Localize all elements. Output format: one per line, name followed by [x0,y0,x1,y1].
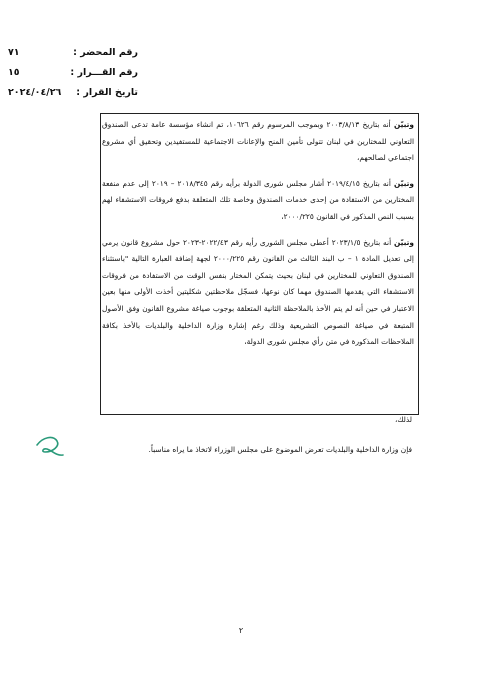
paragraph-1 [102,117,414,167]
paragraph-2 [102,176,414,226]
paragraph-lead: وتبيّن [393,237,414,247]
request-line: فإن وزارة الداخلية والبلديات تعرض الموضوع على مجلس الوزراء لاتخاذ ما يراه مناسباً. [148,445,412,454]
decision-date-label: تاريخ القرار : [76,87,138,98]
closing-section [100,412,412,472]
decision-date-row [8,87,138,107]
therefore-line: لذلك، [395,415,412,424]
decision-number-label: رقم القـــرار : [70,67,138,78]
decision-date-value: ٢٠٢٤/٠٤/٢٦ [8,87,62,98]
paragraph-text: أنه بتاريخ ٢٠٢٣/١/٥ أعطى مجلس الشورى رأيه رقم ٢٠٢٢/٤٣-٢٠٢٣ حول مشروع قانون يرمي إلى تعديل المادة ١ – ب البند الثالث من القانون رقم ٢٠٠٠/٢٢٥ لجهة إضافة العبارة التالية "باستثناء الصندوق التعاوني للمختارين في لبنان بحيث يتمكن المختار بنفس الوقت من الاستفادة من فروقات الاستشفاء التي يقدمها الصندوق مهما كان نوعها، فسجّل ملاحظتين شكليتين أخذت الأولى منها بعين الاعتبار في حين أنه لم يتم الأخذ بالملاحظة الثانية المتعلقة بوجوب صياغة مشروع القانون وفق الأصول المتبعة في صياغة النصوص التشريعية وذلك رغم إشارة وزارة الداخلية والبلديات بالأخذ بكافة الملاحظات المذكورة في متن رأي مجلس شورى الدولة، [102,237,414,347]
minutes-number-row [8,47,138,67]
decision-header [8,47,138,107]
decision-number-value: ١٥ [8,67,20,78]
minutes-number-label: رقم المحضر : [73,47,138,58]
paragraph-lead: وتبيّن [393,120,414,129]
paragraph-text: أنه بتاريخ ٢٠٠٣/٨/١٣ وبموجب المرسوم رقم ١٠٦٢٦، تم انشاء مؤسسة عامة تدعى الصندوق التعاوني للمختارين في لبنان تتولى تأمين المنح والإعانات الاجتماعية للمستفيدين وتحقيق أي مشروع اجتماعي لصالحهم، [102,120,414,163]
decision-number-row [8,67,138,87]
signature-mark [33,431,73,461]
paragraph-3 [102,235,414,351]
page-number: ٢ [238,626,244,635]
paragraph-lead: وتبيّن [393,178,414,188]
paragraph-text: أنه بتاريخ ٢٠١٩/٤/١٥ أشار مجلس شورى الدولة برأيه رقم ٢٠١٨/٣٤٥ – ٢٠١٩ إلى عدم منفعة المختارين من الاستفادة من إحدى خدمات الصندوق وخاصة تلك المتعلقة بدفع فروقات الاستشفاء لهم بسبب النص المذكور في القانون ٢٠٠٠/٢٢٥، [102,178,414,221]
minutes-number-value: ٧١ [8,47,20,58]
document-body [102,117,414,360]
